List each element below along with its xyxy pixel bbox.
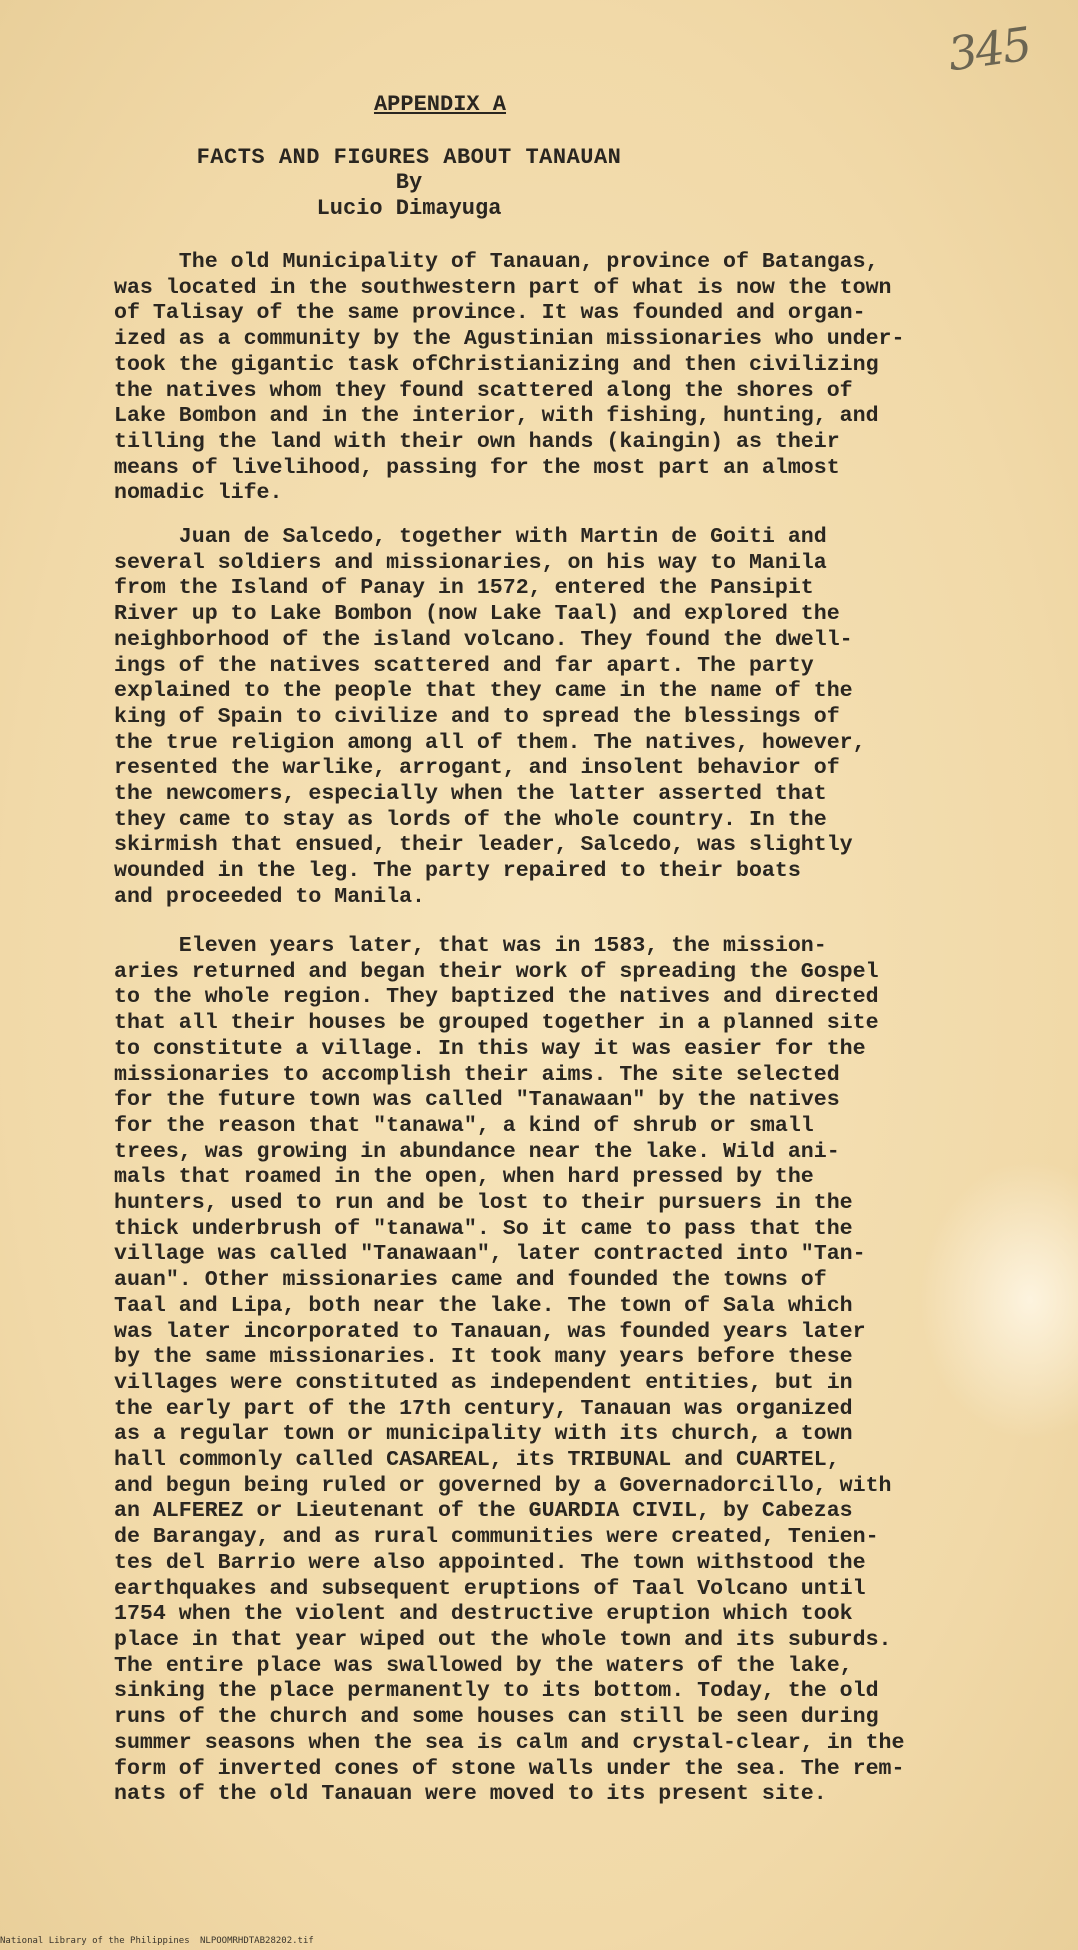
appendix-heading: APPENDIX A (373, 92, 507, 117)
byline-label: By (395, 170, 423, 195)
footer-file-name: NLPOOMRHDTAB28202.tif (200, 1936, 314, 1946)
paragraph-1: The old Municipality of Tanauan, province of Batangas, was located in the southwestern part of what is now the town of Talisay of the same province. It was founded and organ- ized as a community by the Agustinian missionaries who under- took the gigantic task ofChristianizing and then civilizing the natives whom they found scattered along the shores of Lake Bombon and in the interior, with fishing, hunting, and tilling the land with their own hands (kaingin) as their means of livelihood, passing for the most part an almost nomadic life. (114, 250, 905, 506)
document-title: FACTS AND FIGURES ABOUT TANAUAN (196, 145, 622, 170)
footer-library-name: National Library of the Philippines (0, 1936, 190, 1946)
handwritten-page-number: 345 (944, 16, 1034, 82)
author-name: Lucio Dimayuga (316, 196, 502, 221)
paragraph-3: Eleven years later, that was in 1583, the mission- aries returned and began their work of spreading the Gospel to the whole region. They baptized the natives and directed that all their houses be grouped together in a planned site to constitute a village. In this way it was easier for the missionaries to accomplish their aims. The site selected for the future town was called "Tanawaan" by the natives for the reason that "tanawa", a kind of shrub or small trees, was growing in abundance near the lake. Wild ani- mals that roamed in the open, when hard pressed by the hunters, used to run and be lost to their pursuers in the thick underbrush of "tanawa". So it came to pass that the village was called "Tanawaan", later contracted into "Tan- auan". Other missionaries came and founded the towns of Taal and Lipa, both near the lake. The town of Sala which was later incorporated to Tanauan, was founded years later by the same missionaries. It took many years before these villages were constituted as independent entities, but in the early part of the 17th century, Tanauan was organized as a regular town or municipality with its church, a town hall commonly called CASAREAL, its TRIBUNAL and CUARTEL, and begun being ruled or governed by a Governadorcillo, with an ALFEREZ or Lieutenant of the GUARDIA CIVIL, by Cabezas de Barangay, and as rural communities were created, Tenien- tes del Barrio were also appointed. The town withstood the earthquakes and subsequent eruptions of Taal Volcano until 1754 when the violent and destructive eruption which took place in that year wiped out the whole town and its suburds. The entire place was swallowed by the waters of the lake, sinking the place permanently to its bottom. Today, the old runs of the church and some houses can still be seen during summer seasons when the sea is calm and crystal-clear, in the form of inverted cones of stone walls under the sea. The rem- nats of the old Tanauan were moved to its present site. (114, 934, 905, 1807)
paragraph-2: Juan de Salcedo, together with Martin de Goiti and several soldiers and missionaries, on his way to Manila from the Island of Panay in 1572, entered the Pansipit River up to Lake Bombon (now Lake Taal) and explored the neighborhood of the island volcano. They found the dwell- ings of the natives scattered and far apart. The party explained to the people that they came in the name of the king of Spain to civilize and to spread the blessings of the true religion among all of them. The natives, however, resented the warlike, arrogant, and insolent behavior of the newcomers, especially when the latter asserted that they came to stay as lords of the whole country. In the skirmish that ensued, their leader, Salcedo, was slightly wounded in the leg. The party repaired to their boats and proceeded to Manila. (114, 525, 866, 909)
